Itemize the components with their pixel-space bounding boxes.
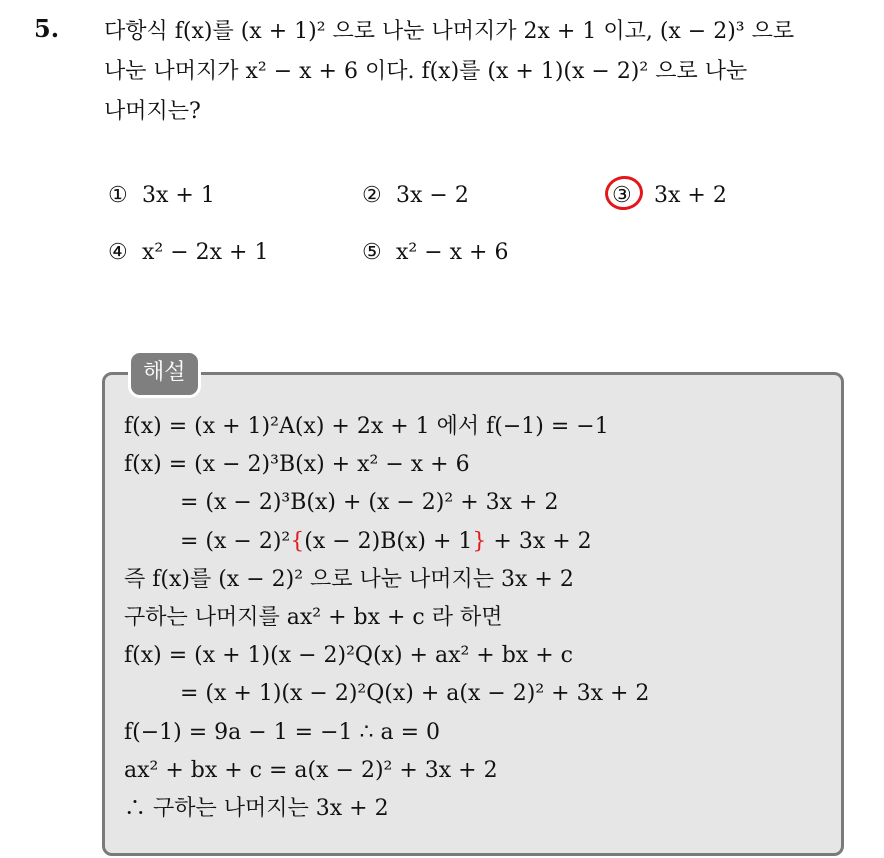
question-line: 나머지는? [104, 99, 201, 124]
solution-line-segment: (x − 2)B(x) + 1 [304, 528, 473, 554]
option-5[interactable] [362, 237, 508, 269]
solution-line: ∴ 구하는 나머지는 3x + 2 [124, 796, 389, 822]
solution-line: f(x) = (x + 1)²A(x) + 2x + 1 에서 f(−1) = −1 [124, 414, 609, 439]
solution-line: f(x) = (x + 1)(x − 2)²Q(x) + ax² + bx + c [124, 643, 573, 669]
solution-line-segment: = (x − 2)² [180, 528, 291, 554]
option-2[interactable] [362, 180, 469, 212]
option-4[interactable] [108, 237, 268, 269]
question-text [104, 12, 864, 132]
option-3[interactable] [612, 180, 727, 212]
option-3-text: 3x + 2 [654, 183, 727, 208]
option-4-text: x² − 2x + 1 [142, 240, 269, 265]
option-2-marker: ② [362, 183, 382, 208]
solution-line: 구하는 나머지를 ax² + bx + c 라 하면 [124, 605, 503, 631]
option-3-marker: ③ [612, 183, 632, 208]
solution-content [124, 408, 834, 828]
option-4-marker: ④ [108, 240, 128, 265]
option-2-text: 3x − 2 [396, 183, 469, 208]
solution-line-segment: + 3x + 2 [486, 528, 592, 554]
option-5-marker: ⑤ [362, 240, 382, 265]
red-brace: } [472, 528, 487, 554]
question-line: 나눈 나머지가 x² − x + 6 이다. f(x)를 (x + 1)(x − 2)² 으로 나눈 [104, 59, 748, 84]
option-5-text: x² − x + 6 [396, 240, 509, 265]
red-brace: { [290, 528, 305, 554]
solution-line: 즉 f(x)를 (x − 2)² 으로 나눈 나머지는 3x + 2 [124, 566, 574, 592]
question-line: 다항식 f(x)를 (x + 1)² 으로 나눈 나머지가 2x + 1 이고, (x − 2)³ 으로 [104, 19, 795, 44]
solution-line: f(x) = (x − 2)³B(x) + x² − x + 6 [124, 452, 470, 478]
option-1-marker: ① [108, 183, 128, 208]
solution-line-highlight [124, 523, 834, 561]
question-number: 5. [34, 14, 60, 43]
option-1[interactable] [108, 180, 215, 212]
solution-label: 해설 [128, 350, 201, 398]
solution-line: = (x − 2)³B(x) + (x − 2)² + 3x + 2 [180, 490, 559, 516]
solution-line: = (x + 1)(x − 2)²Q(x) + a(x − 2)² + 3x + 2 [180, 681, 650, 707]
solution-line: f(−1) = 9a − 1 = −1 ∴ a = 0 [124, 719, 441, 745]
option-1-text: 3x + 1 [142, 183, 215, 208]
solution-line: ax² + bx + c = a(x − 2)² + 3x + 2 [124, 757, 498, 783]
